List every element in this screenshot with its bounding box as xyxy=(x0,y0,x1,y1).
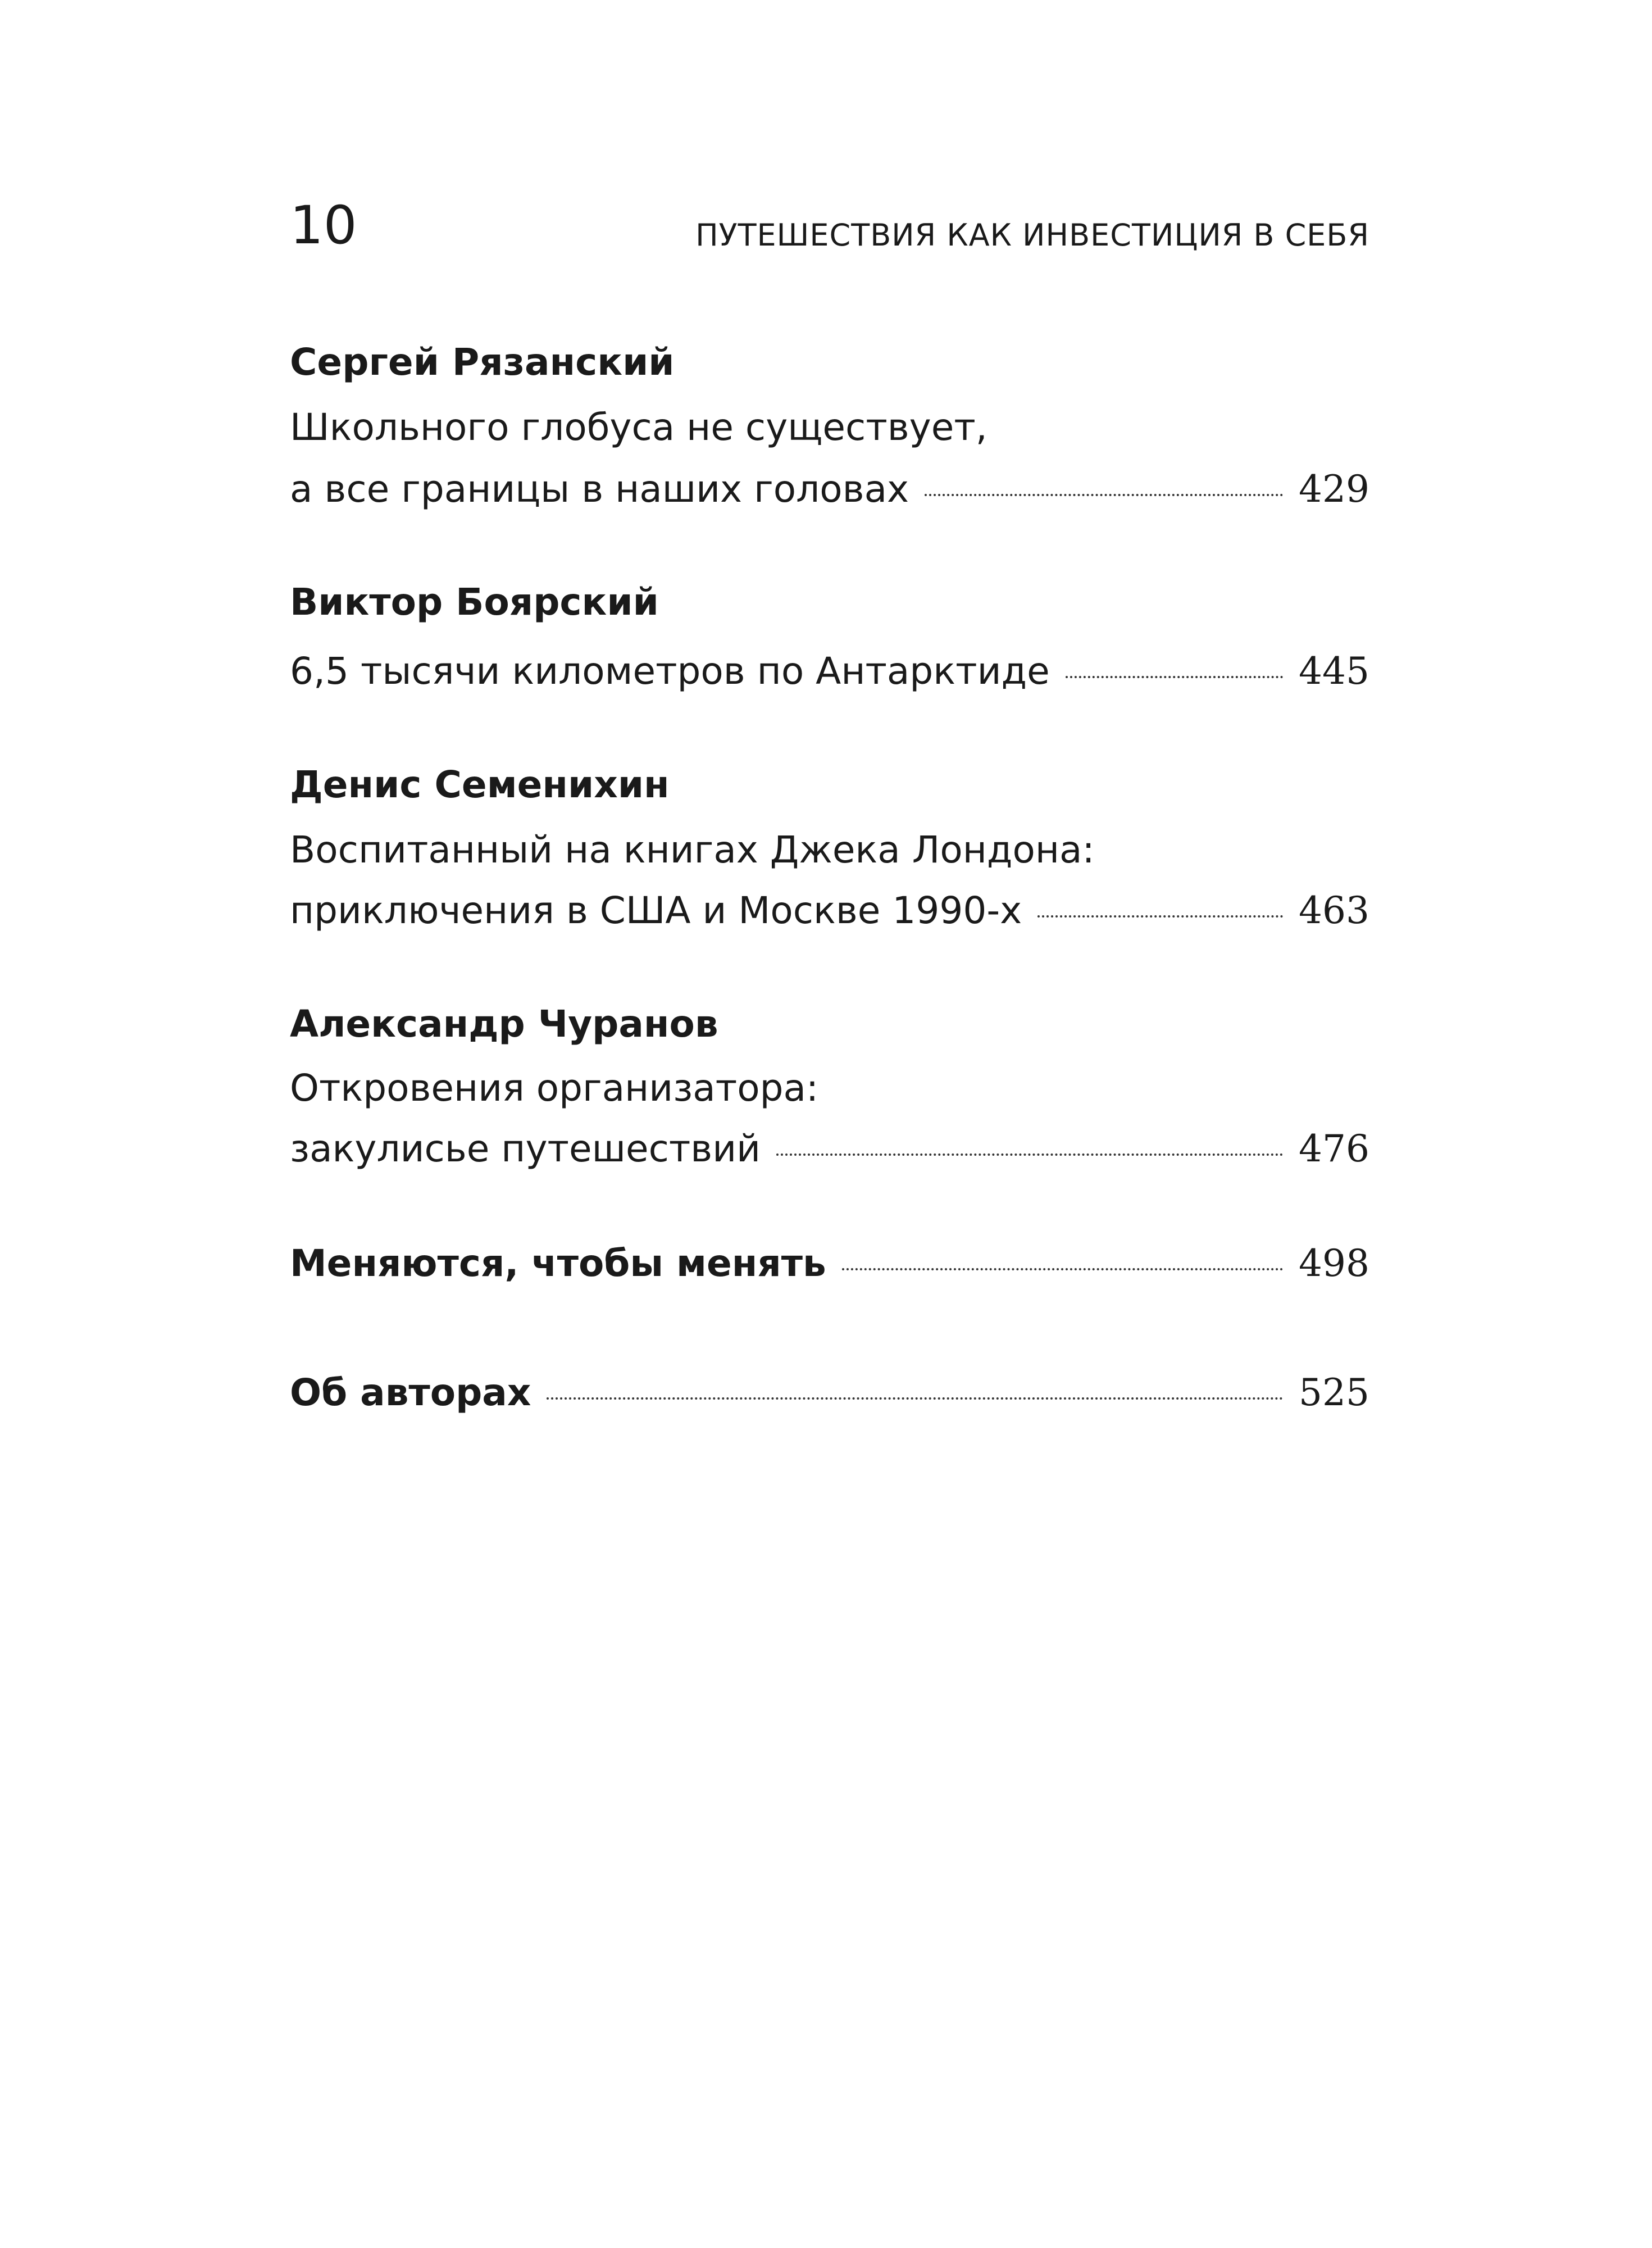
toc-page-number: 476 xyxy=(1299,1127,1369,1170)
dot-leader xyxy=(776,1153,1283,1156)
toc-author: Денис Семенихин xyxy=(290,763,670,806)
dot-leader xyxy=(1037,915,1283,918)
toc-entry[interactable] xyxy=(290,650,1369,693)
toc-entry[interactable] xyxy=(290,467,1369,511)
dot-leader xyxy=(547,1397,1283,1400)
toc-page-number: 525 xyxy=(1299,1371,1369,1414)
toc-page-number: 463 xyxy=(1299,889,1369,932)
toc-author: Виктор Боярский xyxy=(290,580,659,624)
toc-page-number: 445 xyxy=(1299,650,1369,693)
dot-leader xyxy=(925,494,1283,496)
toc-title: Об авторах xyxy=(290,1371,531,1414)
toc-author: Сергей Рязанский xyxy=(290,340,675,384)
toc-entry[interactable] xyxy=(290,1371,1369,1414)
toc-title-line: Воспитанный на книгах Джека Лондона: xyxy=(290,828,1095,871)
running-head: ПУТЕШЕСТВИЯ КАК ИНВЕСТИЦИЯ В СЕБЯ xyxy=(695,217,1369,253)
dot-leader xyxy=(842,1268,1283,1270)
toc-page-number: 498 xyxy=(1299,1242,1369,1285)
dot-leader xyxy=(1066,676,1283,678)
toc-page-number: 429 xyxy=(1299,467,1369,511)
toc-title: Меняются, чтобы менять xyxy=(290,1242,826,1285)
toc-title: приключения в США и Москве 1990-х xyxy=(290,889,1022,932)
toc-author: Александр Чуранов xyxy=(290,1002,718,1046)
toc-title: а все границы в наших головах xyxy=(290,467,909,511)
toc-entry[interactable] xyxy=(290,1242,1369,1285)
toc-entry[interactable] xyxy=(290,889,1369,932)
toc-entry[interactable] xyxy=(290,1127,1369,1170)
toc-title-line: Откровения организатора: xyxy=(290,1066,819,1110)
toc-title: закулисье путешествий xyxy=(290,1127,761,1170)
page-number: 10 xyxy=(290,195,357,256)
toc-title: 6,5 тысячи километров по Антарктиде xyxy=(290,650,1050,693)
toc-title-line: Школьного глобуса не существует, xyxy=(290,406,987,449)
